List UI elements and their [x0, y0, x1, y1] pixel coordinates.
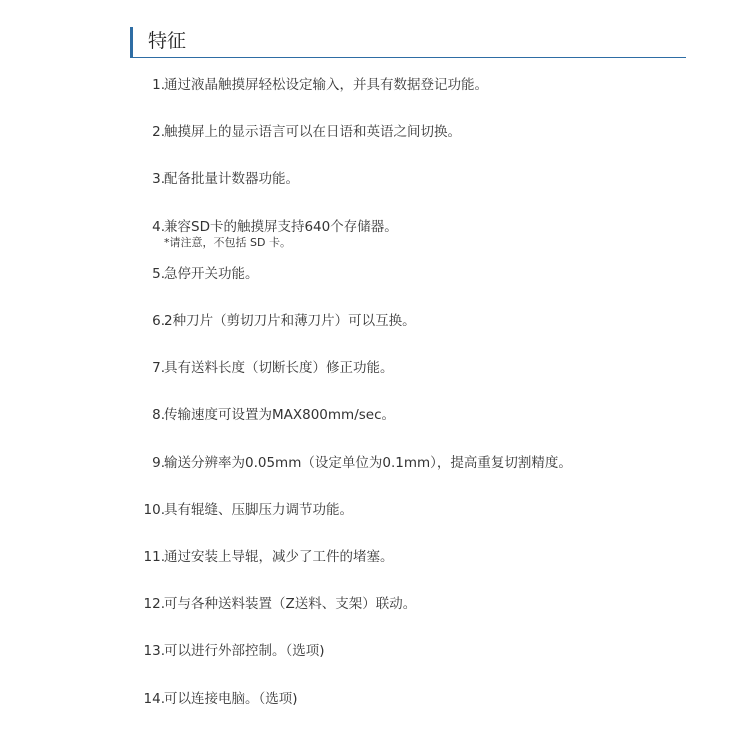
feature-number: 7.	[152, 360, 165, 376]
feature-number: 3.	[152, 171, 165, 187]
section-header	[130, 27, 686, 58]
feature-item	[130, 402, 686, 424]
feature-number: 9.	[152, 455, 165, 471]
feature-number: 12.	[143, 596, 165, 612]
feature-text: 兼容SD卡的触摸屏支持640个存储器。	[164, 219, 398, 235]
feature-item	[130, 591, 686, 613]
feature-item	[130, 214, 686, 249]
feature-item	[130, 497, 686, 519]
feature-number: 1.	[152, 77, 165, 93]
section-title: 特征	[148, 30, 187, 52]
features-section	[130, 27, 686, 707]
feature-text: 通过安装上导辊，减少了工件的堵塞。	[164, 549, 394, 565]
feature-item	[130, 261, 686, 283]
feature-text: 具有辊缝、压脚压力调节功能。	[164, 502, 353, 518]
feature-text: 可与各种送料装置（Z送料、支架）联动。	[164, 596, 417, 612]
feature-text: 2种刀片（剪切刀片和薄刀片）可以互换。	[164, 313, 416, 329]
feature-item	[130, 308, 686, 330]
feature-text: 可以进行外部控制。（选项)	[164, 643, 325, 659]
feature-text: 急停开关功能。	[164, 266, 259, 282]
feature-number: 11.	[143, 549, 165, 565]
feature-text: 通过液晶触摸屏轻松设定输入，并具有数据登记功能。	[164, 77, 488, 93]
feature-text: 传输速度可设置为MAX800mm/sec。	[164, 407, 396, 423]
feature-text: 具有送料长度（切断长度）修正功能。	[164, 360, 394, 376]
feature-item	[130, 355, 686, 377]
feature-number: 13.	[143, 643, 165, 659]
feature-text: 触摸屏上的显示语言可以在日语和英语之间切换。	[164, 124, 461, 140]
feature-item	[130, 638, 686, 660]
feature-number: 8.	[152, 407, 165, 423]
feature-item	[130, 686, 686, 708]
feature-text: 可以连接电脑。（选项)	[164, 691, 298, 707]
feature-item	[130, 119, 686, 141]
feature-number: 2.	[152, 124, 165, 140]
feature-text: 配备批量计数器功能。	[164, 171, 299, 187]
feature-item	[130, 450, 686, 472]
feature-item	[130, 72, 686, 94]
feature-number: 4.	[152, 219, 165, 235]
feature-note: *请注意，不包括 SD 卡。	[164, 236, 291, 249]
feature-text: 输送分辨率为0.05mm（设定单位为0.1mm），提高重复切割精度。	[164, 455, 572, 471]
feature-item	[130, 544, 686, 566]
feature-number: 5.	[152, 266, 165, 282]
feature-item	[130, 166, 686, 188]
feature-number: 10.	[143, 502, 165, 518]
feature-number: 6.	[152, 313, 165, 329]
feature-number: 14.	[143, 691, 165, 707]
